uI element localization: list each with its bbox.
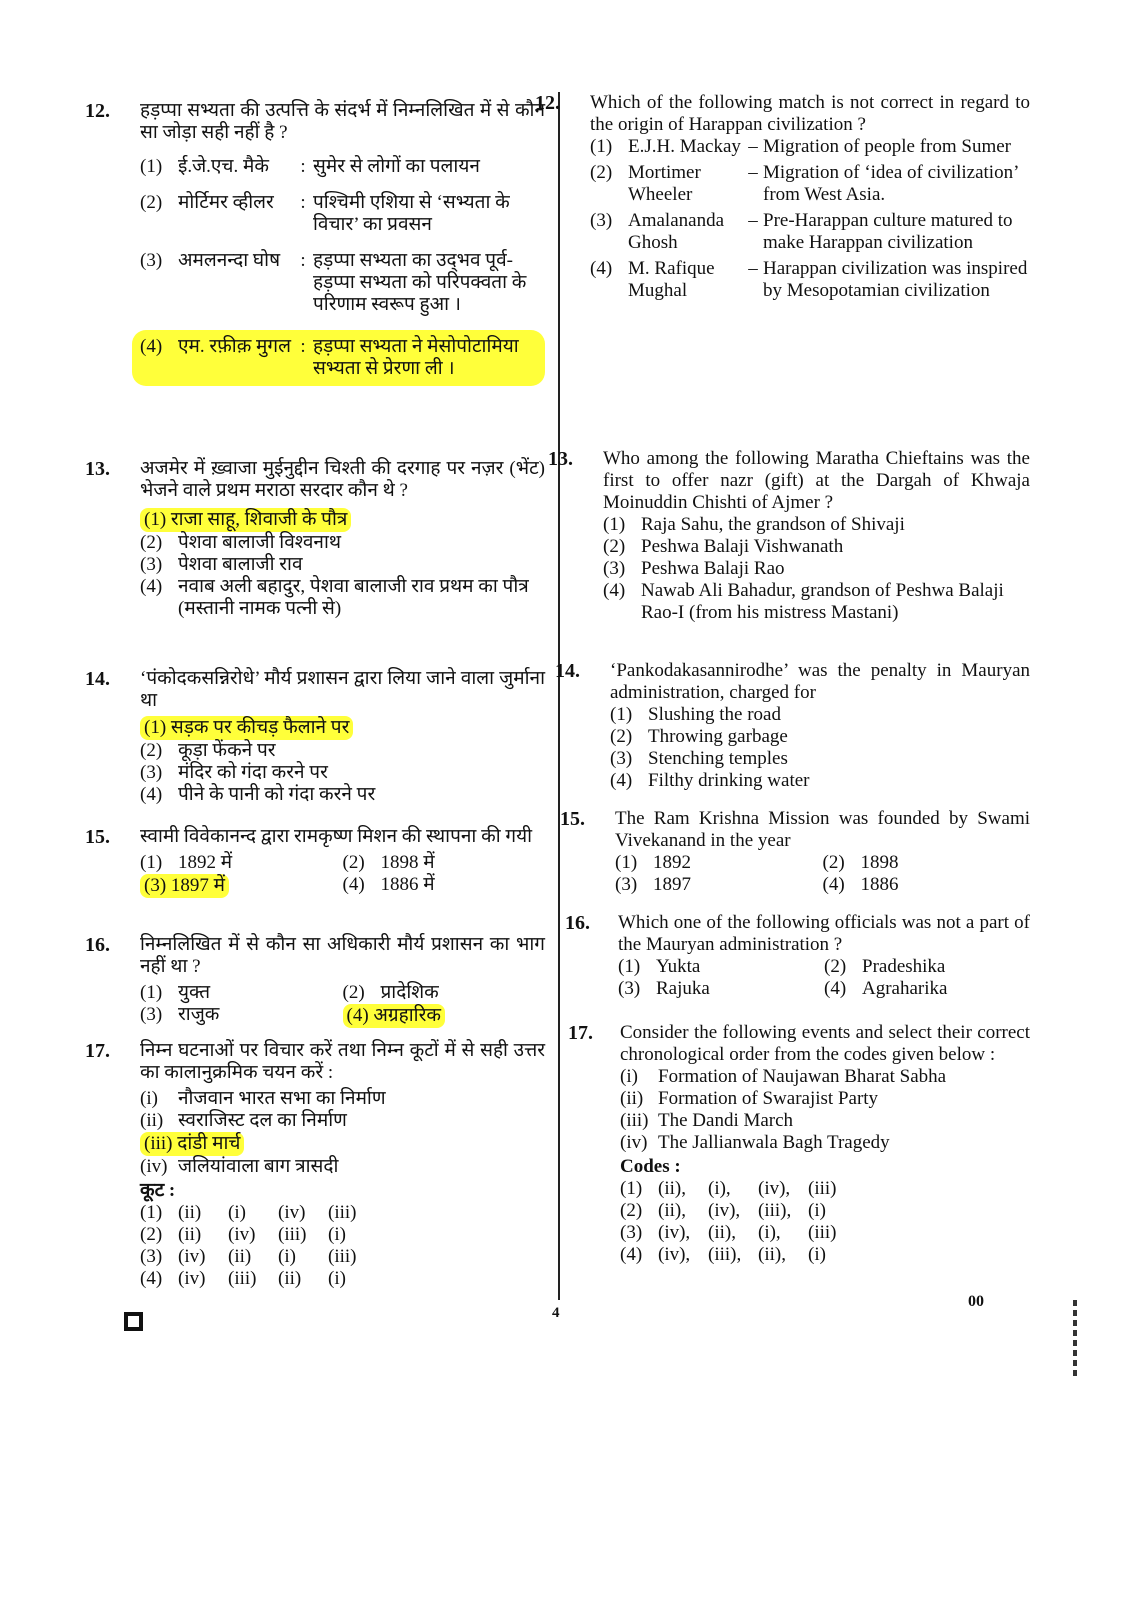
match-left: मोर्टिमर व्हीलर (178, 192, 274, 213)
hindi-question-12 (85, 100, 545, 390)
option-text: Peshwa Balaji Rao (641, 558, 785, 579)
question-stem: Which one of the following officials was not a part of the Mauryan administration ? (618, 912, 1030, 955)
codes-table (140, 1202, 545, 1290)
code-cell: (iii) (328, 1202, 357, 1223)
question-stem: The Ram Krishna Mission was founded by Swami Vivekanand in the year (615, 808, 1030, 851)
option-number: (2) (342, 982, 365, 1003)
code-cell: (i) (808, 1200, 826, 1221)
item-text: जलियांवाला बाग त्रासदी (178, 1156, 339, 1177)
match-list (590, 136, 1030, 302)
option-number: (4) (603, 580, 626, 601)
option (823, 852, 1031, 874)
question-number: 15. (85, 826, 110, 848)
option-number: (3) (618, 978, 641, 999)
option-number: (3) (140, 250, 163, 271)
option-number: (2) (590, 162, 613, 183)
question-stem: स्वामी विवेकानन्द द्वारा रामकृष्ण मिशन की स्थापना की गयी (140, 826, 533, 847)
option-text: 1886 में (380, 874, 435, 895)
code-cell: (ii) (228, 1246, 252, 1267)
code-cell: (i) (328, 1224, 346, 1245)
match-left: Amalananda Ghosh (628, 210, 725, 253)
event-item (140, 1088, 545, 1110)
code-cell: (iv) (278, 1202, 306, 1223)
option-number: (4) (346, 1005, 369, 1026)
option-number: (2) (140, 532, 163, 553)
option-number: (2) (140, 740, 163, 761)
question-number: 17. (568, 1022, 593, 1044)
match-left: अमलनन्दा घोष (178, 250, 281, 271)
question-stem: हड़प्पा सभ्यता की उत्पत्ति के संदर्भ में निम्नलिखित में से कौन सा जोड़ा सही नहीं है ? (140, 100, 545, 143)
option-row (615, 874, 1030, 896)
option-number: (3) (140, 554, 163, 575)
highlighted-answer: दांडी मार्च (177, 1133, 241, 1154)
english-question-16 (565, 912, 1030, 1000)
option (603, 558, 1030, 580)
option-text: कूड़ा फेंकने पर (178, 740, 276, 761)
option-row (618, 978, 1030, 1000)
question-number: 13. (548, 448, 573, 470)
hindi-question-13 (85, 458, 545, 620)
english-question-15 (560, 808, 1030, 896)
option (824, 956, 1030, 978)
option-text: Raja Sahu, the grandson of Shivaji (641, 514, 905, 535)
code-cell: (iv), (708, 1200, 741, 1221)
option-text: 1892 में (178, 852, 233, 873)
item-number: (iv) (620, 1132, 648, 1153)
code-cell: (iv), (658, 1222, 691, 1243)
match-right: Migration of ‘idea of civilization’ from West Asia. (763, 162, 1019, 205)
option-text: 1892 (653, 852, 691, 873)
item-number: (iv) (140, 1156, 168, 1177)
option (610, 748, 1030, 770)
option-text: Pradeshika (862, 956, 946, 977)
code-cell: (ii) (178, 1202, 202, 1223)
option-number: (1) (140, 982, 163, 1003)
option (343, 852, 546, 874)
option-number: (2) (140, 192, 163, 213)
code-cell: (i), (758, 1222, 781, 1243)
option-text: Peshwa Balaji Vishwanath (641, 536, 844, 557)
option-number: (4) (140, 784, 163, 805)
option-number: (1) (140, 852, 163, 873)
code-cell: (iii) (808, 1178, 837, 1199)
option-number: (3) (140, 762, 163, 783)
event-item (620, 1110, 1030, 1132)
option (343, 1004, 546, 1028)
option (140, 784, 545, 806)
option (610, 726, 1030, 748)
match-row (140, 192, 545, 236)
match-left: एम. रफ़ीक़ मुगल (178, 336, 291, 357)
question-stem: निम्न घटनाओं पर विचार करें तथा निम्न कूटों में से सही उत्तर का कालानुक्रमिक चयन करें : (140, 1040, 545, 1083)
item-text: Formation of Swarajist Party (658, 1088, 879, 1109)
option-text: Filthy drinking water (648, 770, 810, 791)
match-row (590, 258, 1030, 302)
highlighted-answer: 1897 में (170, 875, 226, 896)
option-text: 1898 (860, 852, 899, 873)
option-number: (4) (140, 576, 163, 597)
code-cell: (iii) (228, 1268, 257, 1289)
option-text: Slushing the road (648, 704, 781, 725)
english-question-13 (548, 448, 1030, 624)
code-cell: (4) (140, 1268, 163, 1289)
option-number: (3) (615, 874, 638, 895)
option-text: प्रादेशिक (380, 982, 439, 1003)
question-number: 14. (85, 668, 110, 690)
option-number: (1) (610, 704, 633, 725)
code-cell: (4) (620, 1244, 643, 1265)
hindi-question-17 (85, 1040, 545, 1290)
option (823, 874, 1031, 896)
option-number: (3) (590, 210, 613, 231)
code-cell: (i) (278, 1246, 296, 1267)
column-divider (558, 92, 560, 1300)
code-cell: (ii), (708, 1222, 736, 1243)
separator: : (300, 250, 306, 271)
code-cell: (iv), (758, 1178, 791, 1199)
match-right: हड़प्पा सभ्यता का उद्‌भव पूर्व-हड़प्पा सभ्यता को परिपक्वता के परिणाम स्वरूप हुआ । (313, 250, 527, 315)
option-number: (3) (603, 558, 626, 579)
match-row (140, 156, 545, 178)
code-cell: (i) (228, 1202, 246, 1223)
option-row (140, 874, 545, 898)
code-cell: (iv), (658, 1244, 691, 1265)
code-cell: (iii) (808, 1222, 837, 1243)
code-cell: (iv) (178, 1246, 206, 1267)
hindi-question-15 (85, 826, 545, 898)
scan-edge-mark (1073, 1300, 1077, 1380)
code-cell: (ii) (278, 1268, 302, 1289)
code-cell: (i) (328, 1268, 346, 1289)
question-stem: Which of the following match is not correct in regard to the origin of Harappan civilization ? (590, 92, 1030, 135)
code-cell: (ii), (658, 1178, 686, 1199)
code-cell: (3) (620, 1222, 643, 1243)
option-row (140, 852, 545, 874)
option-number: (3) (144, 875, 167, 896)
english-question-17 (570, 1022, 1030, 1266)
event-item (140, 1156, 545, 1178)
option (140, 508, 545, 532)
page-number: 4 (552, 1305, 560, 1321)
question-stem: ‘पंकोदकसन्निरोधे’ मौर्य प्रशासन द्वारा लिया जाने वाला जुर्माना था (140, 668, 545, 711)
separator: : (300, 192, 306, 213)
codes-label: कूट : (140, 1180, 176, 1201)
item-text: नौजवान भारत सभा का निर्माण (178, 1088, 386, 1109)
match-right: सुमेर से लोगों का पलायन (313, 156, 480, 177)
option-text: Rajuka (656, 978, 710, 999)
option-number: (4) (140, 336, 163, 357)
question-stem: ‘Pankodakasannirodhe’ was the penalty in Mauryan administration, charged for (610, 660, 1030, 703)
option (618, 978, 824, 1000)
code-cell: (2) (620, 1200, 643, 1221)
code-cell: (2) (140, 1224, 163, 1245)
item-text: The Dandi March (658, 1110, 794, 1131)
option (140, 982, 343, 1004)
item-text: स्वराजिस्ट दल का निर्माण (178, 1110, 347, 1131)
option-number: (3) (140, 1004, 163, 1025)
option-text: मंदिर को गंदा करने पर (178, 762, 328, 783)
option (610, 770, 1030, 792)
code-cell: (iv) (178, 1268, 206, 1289)
option (615, 874, 823, 896)
question-number: 16. (85, 934, 110, 956)
option-number: (4) (590, 258, 613, 279)
match-right: पश्चिमी एशिया से ‘सभ्यता के विचार’ का प्रवसन (313, 192, 510, 235)
event-item (620, 1066, 1030, 1088)
option (140, 874, 343, 898)
item-text: Formation of Naujawan Bharat Sabha (658, 1066, 947, 1087)
option (343, 874, 546, 898)
separator: – (748, 162, 758, 183)
english-question-14 (555, 660, 1030, 792)
option-text: Agraharika (862, 978, 948, 999)
match-right: हड़प्पा सभ्यता ने मेसोपोटामिया सभ्यता से प्रेरणा ली । (313, 336, 519, 379)
option-text: Yukta (656, 956, 701, 977)
item-text: The Jallianwala Bagh Tragedy (658, 1132, 890, 1153)
match-left: ई.जे.एच. मैके (178, 156, 269, 177)
code-cell: (ii) (178, 1224, 202, 1245)
option-number: (2) (603, 536, 626, 557)
question-stem: अजमेर में ख़्वाजा मुईनुद्दीन चिश्ती की दरगाह पर नज़र (भेंट) भेजने वाले प्रथम मराठा सरदार कौन थे ? (140, 458, 545, 501)
option-row (618, 956, 1030, 978)
match-row (590, 210, 1030, 254)
question-stem: Consider the following events and select their correct chronological order from the codes given below : (620, 1022, 1030, 1065)
option (603, 580, 1030, 624)
option (603, 514, 1030, 536)
code-cell: (iii), (708, 1244, 742, 1265)
option-text: Throwing garbage (648, 726, 788, 747)
option-text: 1897 (653, 874, 691, 895)
match-right: Harappan civilization was inspired by Mesopotamian civilization (763, 258, 1028, 301)
option (618, 956, 824, 978)
match-list (140, 156, 545, 386)
codes-label: Codes : (620, 1156, 681, 1177)
event-item (620, 1088, 1030, 1110)
option (140, 554, 545, 576)
highlighted-answer (132, 330, 545, 386)
option-text: 1886 (860, 874, 899, 895)
item-number: (i) (140, 1088, 158, 1109)
match-right: Pre-Harappan culture matured to make Harappan civilization (763, 210, 1013, 253)
match-left: Mortimer Wheeler (628, 162, 701, 205)
option (140, 576, 545, 620)
option-number: (4) (342, 874, 365, 895)
option-text: राजुक (178, 1004, 220, 1025)
option-number: (4) (610, 770, 633, 791)
code-cell: (iii), (758, 1200, 792, 1221)
code-cell: (1) (140, 1202, 163, 1223)
code-cell: (i) (808, 1244, 826, 1265)
highlighted-answer: राजा साहू, शिवाजी के पौत्र (170, 509, 348, 530)
option (610, 704, 1030, 726)
question-number: 12. (535, 92, 560, 114)
hindi-question-16 (85, 934, 545, 1028)
option-number: (1) (144, 509, 167, 530)
option-text: पीने के पानी को गंदा करने पर (178, 784, 376, 805)
option (140, 740, 545, 762)
option-number: (2) (824, 956, 847, 977)
option-number: (2) (610, 726, 633, 747)
item-number: (i) (620, 1066, 638, 1087)
option (343, 982, 546, 1004)
option-text: युक्त (178, 982, 211, 1003)
question-number: 12. (85, 100, 110, 122)
question-number: 14. (555, 660, 580, 682)
code-cell: (1) (620, 1178, 643, 1199)
code-cell: (ii), (658, 1200, 686, 1221)
option (140, 532, 545, 554)
question-number: 15. (560, 808, 585, 830)
match-right: Migration of people from Sumer (763, 136, 1012, 157)
event-item (140, 1132, 545, 1156)
option (140, 716, 545, 740)
match-row (140, 250, 545, 316)
option-number: (1) (603, 514, 626, 535)
code-cell: (i), (708, 1178, 731, 1199)
option-text: पेशवा बालाजी राव (178, 554, 303, 575)
option-number: (3) (610, 748, 633, 769)
question-number: 16. (565, 912, 590, 934)
option (824, 978, 1030, 1000)
item-number: (iii) (620, 1110, 649, 1131)
separator: – (748, 210, 758, 231)
option (615, 852, 823, 874)
separator: – (748, 258, 758, 279)
codes-table (620, 1178, 1030, 1266)
item-number: (ii) (140, 1110, 164, 1131)
option-number: (1) (615, 852, 638, 873)
booklet-code: 00 (968, 1293, 984, 1310)
option-text: Nawab Ali Bahadur, grandson of Peshwa Balaji Rao-I (from his mistress Mastani) (641, 580, 1004, 623)
separator: : (300, 156, 306, 177)
question-stem: निम्नलिखित में से कौन सा अधिकारी मौर्य प्रशासन का भाग नहीं था ? (140, 934, 545, 977)
match-row (590, 162, 1030, 206)
event-item (620, 1132, 1030, 1154)
option-row (140, 982, 545, 1004)
separator: : (300, 336, 306, 357)
code-cell: (iv) (228, 1224, 256, 1245)
option-text: 1898 में (380, 852, 435, 873)
option-number: (2) (342, 852, 365, 873)
item-number: (iii) (144, 1133, 173, 1154)
option-text: Stenching temples (648, 748, 788, 769)
item-number: (ii) (620, 1088, 644, 1109)
option-number: (1) (144, 717, 167, 738)
option-row (140, 1004, 545, 1028)
highlighted-answer: सड़क पर कीचड़ फैलाने पर (170, 717, 350, 738)
match-row (590, 136, 1030, 158)
option-number: (1) (618, 956, 641, 977)
option-number: (1) (140, 156, 163, 177)
code-cell: (ii), (758, 1244, 786, 1265)
english-question-12 (535, 92, 1030, 306)
question-stem: Who among the following Maratha Chieftains was the first to offer nazr (gift) at the Dargah of Khwaja Moinuddin Chishti of Ajmer ? (603, 448, 1030, 513)
option-text: नवाब अली बहादुर, पेशवा बालाजी राव प्रथम का पौत्र (मस्तानी नामक पत्नी से) (178, 576, 529, 619)
option-number: (2) (822, 852, 845, 873)
code-cell: (iii) (278, 1224, 307, 1245)
registration-square-mark (124, 1312, 143, 1331)
code-cell: (3) (140, 1246, 163, 1267)
question-number: 17. (85, 1040, 110, 1062)
option (140, 1004, 343, 1028)
option (140, 762, 545, 784)
option (603, 536, 1030, 558)
match-left: M. Rafique Mughal (628, 258, 715, 301)
option (140, 852, 343, 874)
question-number: 13. (85, 458, 110, 480)
option-text: पेशवा बालाजी विश्वनाथ (178, 532, 342, 553)
option-row (615, 852, 1030, 874)
event-item (140, 1110, 545, 1132)
option-number: (4) (822, 874, 845, 895)
match-left: E.J.H. Mackay (628, 136, 741, 157)
highlighted-answer: अग्रहारिक (373, 1005, 441, 1026)
code-cell: (iii) (328, 1246, 357, 1267)
separator: – (748, 136, 758, 157)
option-number: (1) (590, 136, 613, 157)
option-number: (4) (824, 978, 847, 999)
hindi-question-14 (85, 668, 545, 806)
